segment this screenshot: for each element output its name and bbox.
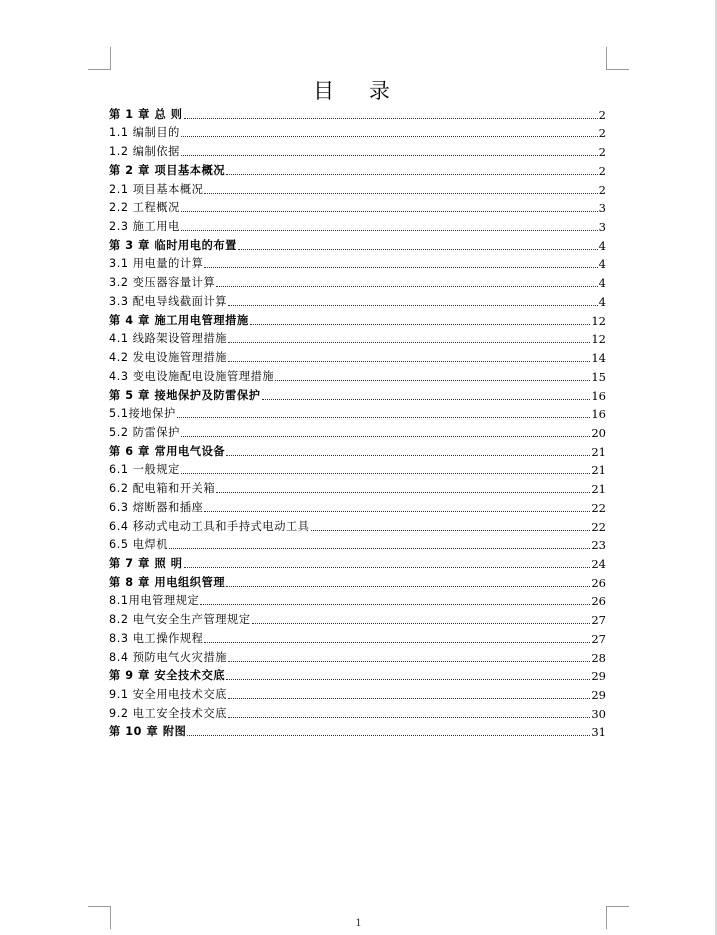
toc-entry-title: 6.4 移动式电动工具和手持式电动工具 xyxy=(109,519,310,533)
toc-entry-page-number: 4 xyxy=(598,276,606,291)
toc-entry-title: 6.2 配电箱和开关箱 xyxy=(109,482,216,496)
toc-entry-title: 9.1 安全用电技术交底 xyxy=(109,688,228,701)
toc-section-entry[interactable] xyxy=(109,328,606,347)
crop-mark-top-right xyxy=(606,47,629,70)
toc-section-entry[interactable] xyxy=(109,215,606,234)
toc-dot-leader xyxy=(204,511,590,512)
toc-dot-leader xyxy=(228,698,590,699)
toc-chapter-entry[interactable] xyxy=(109,440,606,459)
toc-chapter-entry[interactable] xyxy=(109,552,606,571)
toc-dot-leader xyxy=(228,361,590,362)
toc-entry-title: 3.2 变压器容量计算 xyxy=(109,276,216,290)
toc-dot-leader xyxy=(184,118,598,119)
toc-entry-title: 8.4 预防电气火灾措施 xyxy=(109,650,228,664)
toc-section-entry[interactable] xyxy=(109,459,606,478)
toc-section-entry[interactable] xyxy=(109,496,606,515)
toc-entry-page-number: 27 xyxy=(591,613,606,628)
toc-section-entry[interactable] xyxy=(109,702,606,721)
toc-dot-leader xyxy=(262,399,591,400)
toc-chapter-entry[interactable] xyxy=(109,384,606,403)
toc-entry-page-number: 23 xyxy=(591,538,606,553)
toc-chapter-entry[interactable] xyxy=(109,234,606,253)
toc-entry-page-number: 21 xyxy=(591,463,606,478)
crop-mark-top-left xyxy=(88,47,111,70)
toc-dot-leader xyxy=(228,342,590,343)
toc-dot-leader xyxy=(226,174,598,175)
toc-entry-title: 6.1 一般规定 xyxy=(109,463,180,477)
toc-entry-page-number: 28 xyxy=(591,650,606,665)
toc-section-entry[interactable] xyxy=(109,290,606,309)
toc-entry-title: 第 9 章 安全技术交底 xyxy=(109,669,226,683)
toc-dot-leader xyxy=(311,530,591,531)
toc-section-entry[interactable] xyxy=(109,534,606,553)
toc-dot-leader xyxy=(187,735,590,736)
toc-entry-page-number: 30 xyxy=(591,706,606,721)
toc-dot-leader xyxy=(238,249,598,250)
toc-entry-page-number: 12 xyxy=(591,313,606,328)
toc-dot-leader xyxy=(181,211,598,212)
toc-entry-page-number: 2 xyxy=(598,126,606,141)
toc-chapter-entry[interactable] xyxy=(109,309,606,328)
toc-section-entry[interactable] xyxy=(109,477,606,496)
toc-dot-leader xyxy=(226,455,590,456)
toc-dot-leader xyxy=(228,717,590,718)
toc-entry-page-number: 2 xyxy=(598,182,606,197)
toc-dot-leader xyxy=(181,155,598,156)
toc-section-entry[interactable] xyxy=(109,403,606,422)
toc-entry-title: 2.3 施工用电 xyxy=(109,220,180,234)
toc-entry-title: 第 8 章 用电组织管理 xyxy=(109,575,226,589)
toc-entry-title: 6.3 熔断器和插座 xyxy=(109,500,204,514)
toc-section-entry[interactable] xyxy=(109,646,606,665)
toc-entry-title: 第 7 章 照 明 xyxy=(109,556,183,570)
toc-dot-leader xyxy=(228,661,590,662)
toc-entry-page-number: 21 xyxy=(591,444,606,459)
toc-section-entry[interactable] xyxy=(109,608,606,627)
toc-entry-page-number: 22 xyxy=(591,500,606,515)
toc-dot-leader xyxy=(169,548,590,549)
toc-dot-leader xyxy=(226,679,590,680)
toc-entry-page-number: 4 xyxy=(598,294,606,309)
toc-entry-page-number: 31 xyxy=(591,725,606,740)
toc-entry-title: 5.2 防雷保护 xyxy=(109,425,180,439)
toc-entry-title: 9.2 电工安全技术交底 xyxy=(109,706,228,720)
toc-entry-title: 第 5 章 接地保护及防雷保护 xyxy=(109,388,261,402)
toc-entry-title: 第 6 章 常用电气设备 xyxy=(109,444,226,458)
toc-section-entry[interactable] xyxy=(109,122,606,141)
toc-entry-title: 2.1 项目基本概况 xyxy=(109,182,204,196)
toc-chapter-entry[interactable] xyxy=(109,721,606,740)
toc-entry-title: 4.3 变电设施配电设施管理措施 xyxy=(109,369,275,383)
toc-entry-title: 1.1 编制目的 xyxy=(109,126,180,140)
toc-entry-page-number: 29 xyxy=(591,688,606,702)
toc-entry-title: 第 1 章 总 则 xyxy=(109,107,183,121)
toc-section-entry[interactable] xyxy=(109,178,606,197)
toc-dot-leader xyxy=(226,586,590,587)
toc-chapter-entry[interactable] xyxy=(109,571,606,590)
toc-dot-leader xyxy=(204,642,590,643)
toc-title: 目 录 xyxy=(313,79,404,103)
toc-dot-leader xyxy=(216,286,597,287)
toc-entry-title: 8.1用电管理规定 xyxy=(109,594,200,608)
toc-entry-page-number: 4 xyxy=(598,238,606,253)
toc-section-entry[interactable] xyxy=(109,365,606,384)
toc-entry-page-number: 2 xyxy=(598,107,606,122)
toc-section-entry[interactable] xyxy=(109,515,606,534)
toc-entry-title: 8.3 电工操作规程 xyxy=(109,631,204,645)
toc-entry-page-number: 21 xyxy=(591,482,606,497)
toc-section-entry[interactable] xyxy=(109,140,606,159)
toc-dot-leader xyxy=(216,492,590,493)
toc-section-entry[interactable] xyxy=(109,346,606,365)
toc-entry-title: 5.1接地保护 xyxy=(109,407,176,421)
toc-entry-title: 6.5 电焊机 xyxy=(109,538,169,552)
toc-entry-page-number: 16 xyxy=(591,407,606,422)
toc-chapter-entry[interactable] xyxy=(109,103,606,122)
toc-entry-page-number: 4 xyxy=(598,257,606,272)
toc-entry-title: 1.2 编制依据 xyxy=(109,145,180,159)
toc-dot-leader xyxy=(181,136,598,137)
toc-entry-title: 2.2 工程概况 xyxy=(109,201,180,215)
toc-entry-title: 3.1 用电量的计算 xyxy=(109,257,204,271)
toc-dot-leader xyxy=(275,380,590,381)
toc-entry-title: 8.2 电气安全生产管理规定 xyxy=(109,613,251,627)
toc-dot-leader xyxy=(252,623,591,624)
toc-dot-leader xyxy=(228,305,598,306)
toc-dot-leader xyxy=(204,267,597,268)
toc-entry-page-number: 26 xyxy=(591,594,606,609)
toc-section-entry[interactable] xyxy=(109,627,606,646)
toc-chapter-entry[interactable] xyxy=(109,665,606,684)
toc-entry-title: 4.1 线路架设管理措施 xyxy=(109,332,228,346)
toc-entry-page-number: 29 xyxy=(591,669,606,684)
toc-dot-leader xyxy=(204,193,597,194)
toc-entry-page-number: 2 xyxy=(598,163,606,178)
toc-section-entry[interactable] xyxy=(109,197,606,216)
toc-entry-page-number: 3 xyxy=(598,201,606,216)
toc-entry-page-number: 22 xyxy=(591,519,606,534)
toc-dot-leader xyxy=(177,417,591,418)
toc-dot-leader xyxy=(200,604,590,605)
toc-dot-leader xyxy=(181,436,590,437)
toc-section-entry[interactable] xyxy=(109,271,606,290)
toc-entry-title: 第 3 章 临时用电的布置 xyxy=(109,238,237,252)
toc-entry-page-number: 12 xyxy=(591,332,606,347)
toc-entry-title: 第 10 章 附图 xyxy=(109,725,187,739)
toc-entry-page-number: 24 xyxy=(591,556,606,571)
toc-entry-page-number: 16 xyxy=(591,388,606,403)
toc-dot-leader xyxy=(250,324,591,325)
toc-section-entry[interactable] xyxy=(109,683,606,702)
toc-entry-title: 第 4 章 施工用电管理措施 xyxy=(109,313,249,327)
toc-entry-page-number: 15 xyxy=(591,369,606,384)
table-of-contents xyxy=(109,103,606,739)
toc-dot-leader xyxy=(184,567,591,568)
toc-entry-page-number: 3 xyxy=(598,220,606,235)
toc-entry-page-number: 26 xyxy=(591,575,606,590)
toc-section-entry[interactable] xyxy=(109,590,606,609)
toc-entry-page-number: 27 xyxy=(591,631,606,646)
page-number: 1 xyxy=(355,918,362,929)
toc-dot-leader xyxy=(181,473,590,474)
toc-section-entry[interactable] xyxy=(109,253,606,272)
toc-section-entry[interactable] xyxy=(109,421,606,440)
toc-entry-title: 3.3 配电导线截面计算 xyxy=(109,294,228,308)
toc-entry-title: 第 2 章 项目基本概况 xyxy=(109,163,226,177)
toc-entry-page-number: 14 xyxy=(591,351,606,366)
toc-entry-page-number: 2 xyxy=(598,145,606,160)
toc-entry-page-number: 20 xyxy=(591,425,606,440)
toc-dot-leader xyxy=(181,230,598,231)
toc-entry-title: 4.2 发电设施管理措施 xyxy=(109,351,228,365)
toc-chapter-entry[interactable] xyxy=(109,159,606,178)
